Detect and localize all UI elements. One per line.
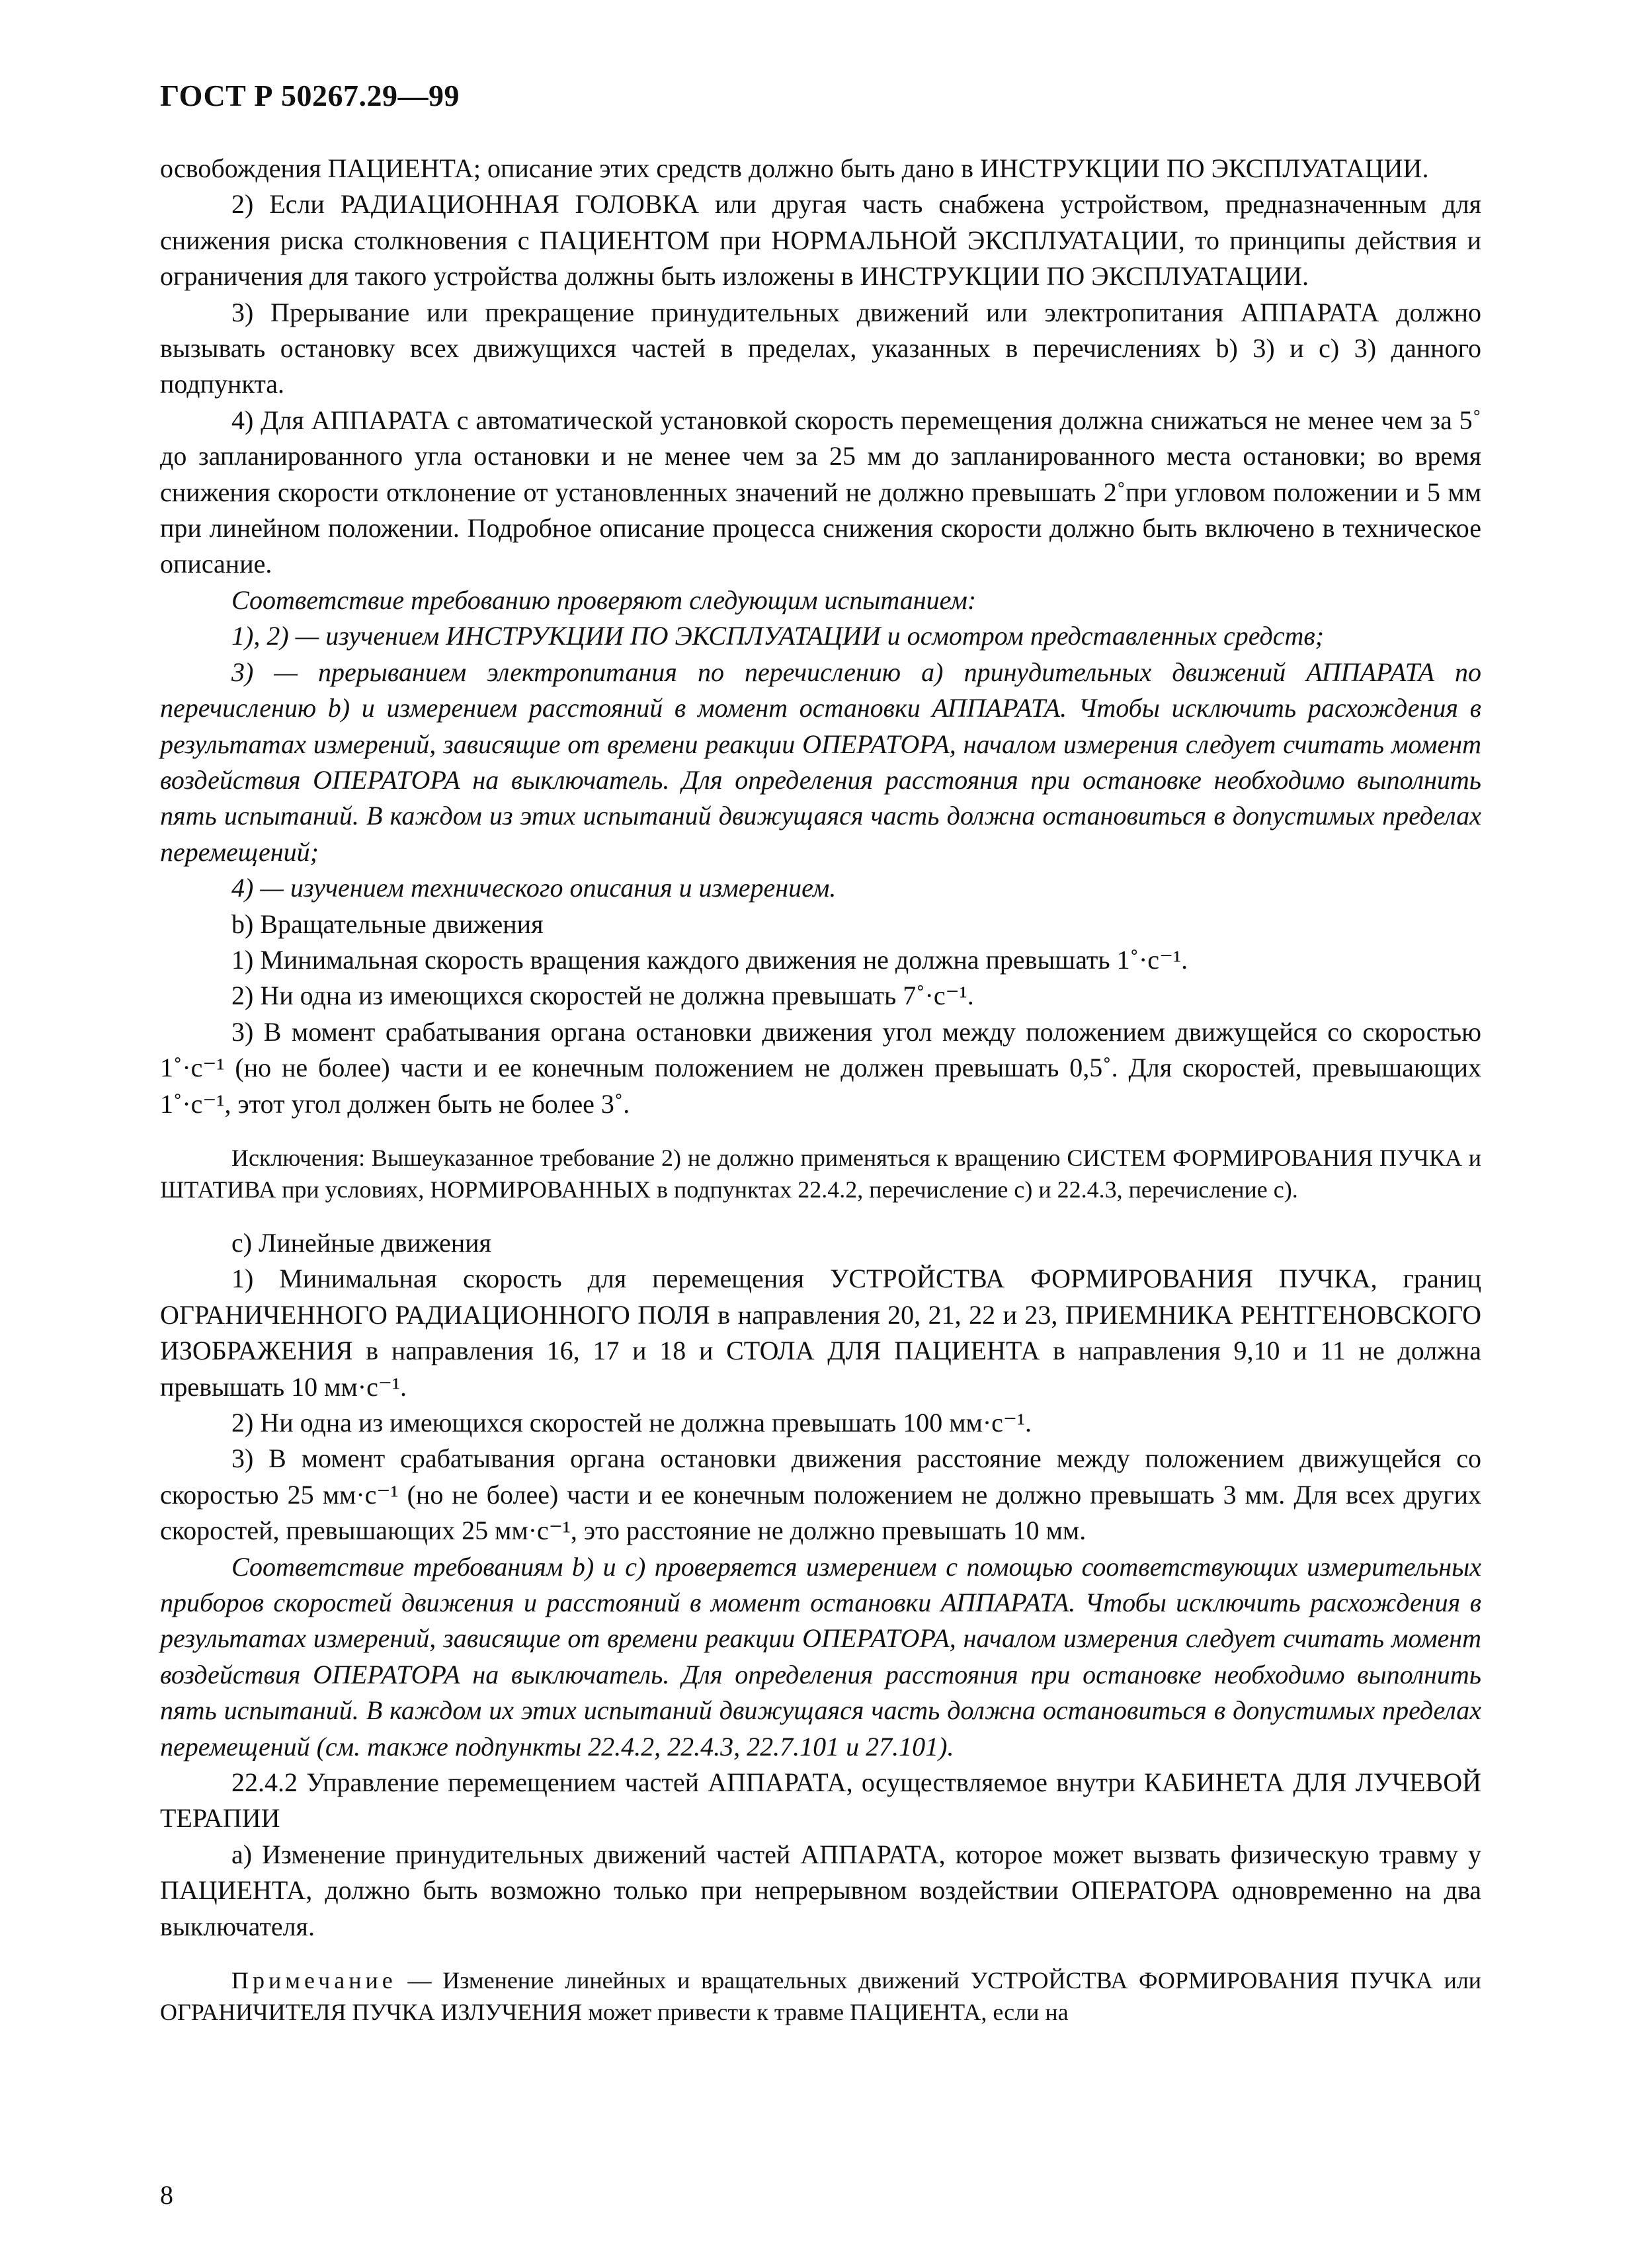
rotational-item-2: 2) Ни одна из имеющихся скоростей не должна превышать 7˚·с⁻¹.	[231, 981, 974, 1011]
paragraph-item-2: 2) Если РАДИАЦИОННАЯ ГОЛОВКА или другая часть снабжена устройством, предназначенным для снижения риска столкновения с ПАЦИЕНТОМ при НОРМАЛЬНОЙ ЭКСПЛУАТАЦИИ, то принципы действия и ограничения для такого устройства должны быть изложены в ИНСТРУКЦИИ ПО ЭКСПЛУАТАЦИИ.	[160, 189, 1481, 292]
subclause-22-4-2: 22.4.2 Управление перемещением частей АППАРАТА, осуществляемое внутри КАБИНЕТА ДЛЯ ЛУЧЕВОЙ ТЕРАПИИ	[160, 1767, 1481, 1834]
linear-item-3: 3) В момент срабатывания органа остановки движения расстояние между положением движущейся со скоростью 25 мм·с⁻¹ (но не более) части и ее конечным положением не должно превышать 3 мм. Для всех других скоростей, превышающих 25 мм·с⁻¹, это расстояние не должно превышать 10 мм.	[160, 1443, 1481, 1546]
paragraph-continuation: освобождения ПАЦИЕНТА; описание этих средств должно быть дано в ИНСТРУКЦИИ ПО ЭКСПЛУАТАЦИИ.	[160, 153, 1429, 183]
compliance-test-4: 4) — изучением технического описания и измерением.	[231, 873, 837, 903]
paragraph-item-4: 4) Для АППАРАТА с автоматической установкой скорость перемещения должна снижаться не менее чем за 5˚ до запланированного угла остановки и не менее чем за 25 мм до запланированного места остановки; во время снижения скорости отклонение от установленных значений не должно превышать 2˚при угловом положении и 5 мм при линейном положении. Подробное описание процесса снижения скорости должно быть включено в техническое описание.	[160, 405, 1481, 579]
compliance-test-1-2: 1), 2) — изучением ИНСТРУКЦИИ ПО ЭКСПЛУАТАЦИИ и осмотром представленных средств;	[231, 621, 1325, 651]
compliance-b-c: Соответствие требованиям b) и с) проверяется измерением с помощью соответствующих измерительных приборов скоростей движения и расстояний в момент остановки АППАРАТА. Чтобы исключить расхождения в результатах измерений, зависящие от времени реакции ОПЕРАТОРА, началом измерения следует считать момент воздействия ОПЕРАТОРА на выключатель. Для определения расстояния при остановке необходимо выполнить пять испытаний. В каждом их этих испытаний движущаяся часть должна остановиться в допустимых пределах перемещений (см. также подпункты 22.4.2, 22.4.3, 22.7.101 и 27.101).	[160, 1551, 1481, 1762]
document-body	[160, 151, 1481, 2028]
document-header: ГОСТ Р 50267.29—99	[160, 79, 460, 112]
subclause-item-a: а) Изменение принудительных движений частей АППАРАТА, которое может вызвать физическую травму у ПАЦИЕНТА, должно быть возможно только при непрерывном воздействии ОПЕРАТОРА одновременно на два выключателя.	[160, 1839, 1481, 1941]
compliance-intro: Соответствие требованию проверяют следующим испытанием:	[231, 585, 977, 615]
rotational-item-3: 3) В момент срабатывания органа остановки движения угол между положением движущейся со скоростью 1˚·с⁻¹ (но не более) части и ее конечным положением не должен превышать 0,5˚. Для скоростей, превышающих 1˚·с⁻¹, этот угол должен быть не более 3˚.	[160, 1016, 1481, 1119]
linear-item-2: 2) Ни одна из имеющихся скоростей не должна превышать 100 мм·с⁻¹.	[231, 1408, 1032, 1438]
note-label: Примечание	[231, 1967, 397, 1994]
rotational-item-1: 1) Минимальная скорость вращения каждого движения не должна превышать 1˚·с⁻¹.	[231, 944, 1188, 975]
linear-item-1: 1) Минимальная скорость для перемещения УСТРОЙСТВА ФОРМИРОВАНИЯ ПУЧКА, границ ОГРАНИЧЕННОГО РАДИАЦИОННОГО ПОЛЯ в направления 20, 21, 22 и 23, ПРИЕМНИКА РЕНТГЕНОВСКОГО ИЗОБРАЖЕНИЯ в направления 16, 17 и 18 и СТОЛА ДЛЯ ПАЦИЕНТА в направления 9,10 и 11 не должна превышать 10 мм·с⁻¹.	[160, 1264, 1481, 1402]
section-linear-heading: с) Линейные движения	[231, 1227, 491, 1258]
note-paragraph	[160, 1964, 1481, 2028]
note-text: — Изменение линейных и вращательных движений УСТРОЙСТВА ФОРМИРОВАНИЯ ПУЧКА или ОГРАНИЧИТЕЛЯ ПУЧКА ИЗЛУЧЕНИЯ может привести к травме ПАЦИЕНТА, если на	[160, 1967, 1481, 2026]
section-rotational-heading: b) Вращательные движения	[231, 909, 544, 939]
exceptions-paragraph: Исключения: Вышеуказанное требование 2) не должно применяться к вращению СИСТЕМ ФОРМИРОВАНИЯ ПУЧКА и ШТАТИВА при условиях, НОРМИРОВАННЫХ в подпунктах 22.4.2, перечисление с) и 22.4.3, перечисление с).	[160, 1144, 1481, 1203]
paragraph-item-3: 3) Прерывание или прекращение принудительных движений или электропитания АППАРАТА должно вызывать остановку всех движущихся частей в пределах, указанных в перечислениях b) 3) и c) 3) данного подпункта.	[160, 297, 1481, 399]
compliance-test-3: 3) — прерыванием электропитания по перечислению а) принудительных движений АППАРАТА по перечислению b) и измерением расстояний в момент остановки АППАРАТА. Чтобы исключить расхождения в результатах измерений, зависящие от времени реакции ОПЕРАТОРА, началом измерения следует считать момент воздействия ОПЕРАТОРА на выключатель. Для определения расстояния при остановке необходимо выполнить пять испытаний. В каждом из этих испытаний движущаяся часть должна остановиться в допустимых пределах перемещений;	[160, 657, 1481, 867]
page-number: 8	[160, 2180, 173, 2210]
